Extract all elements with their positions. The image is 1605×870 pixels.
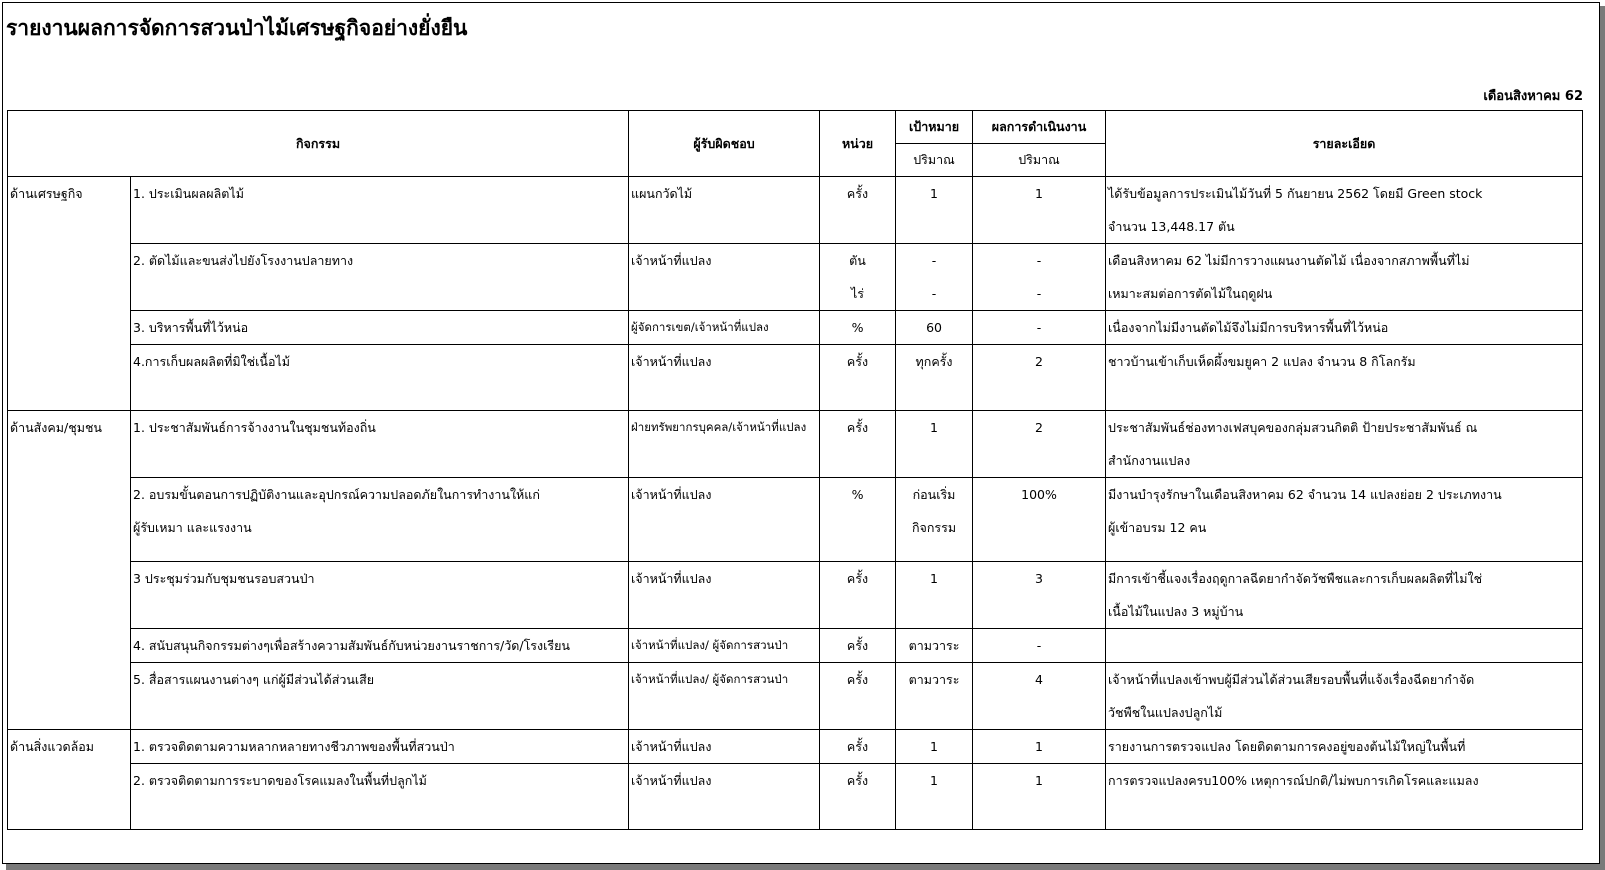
details-cell <box>1106 629 1583 663</box>
details-cell: รายงานการตรวจแปลง โดยติดตามการคงอยู่ของต้นไม้ใหญ่ในพื้นที่ <box>1106 730 1583 764</box>
details-line: เหมาะสมต่อการตัดไม้ในฤดูฝน <box>1108 286 1273 301</box>
result-cell: - <box>973 311 1106 345</box>
target-cell <box>896 244 973 311</box>
unit-cell: ครั้ง <box>820 345 896 411</box>
target-line: ก่อนเริ่ม <box>912 487 956 502</box>
target-cell <box>896 478 973 562</box>
section-economic: ด้านเศรษฐกิจ <box>8 177 131 411</box>
details-cell <box>1106 478 1583 562</box>
details-cell <box>1106 177 1583 244</box>
table-row <box>8 629 1583 663</box>
activity-line: 2. อบรมขั้นตอนการปฏิบัติงานและอุปกรณ์ความปลอดภัยในการทำงานให้แก่ <box>133 487 540 502</box>
details-cell <box>1106 244 1583 311</box>
target-cell: 1 <box>896 562 973 629</box>
target-cell: 1 <box>896 411 973 478</box>
details-line: วัชพืชในแปลงปลูกไม้ <box>1108 705 1223 720</box>
unit-cell: ครั้ง <box>820 663 896 730</box>
details-cell: เนื่องจากไม่มีงานตัดไม้จึงไม่มีการบริหารพื้นที่ไว้หน่อ <box>1106 311 1583 345</box>
table-row <box>8 562 1583 629</box>
report-month: เดือนสิงหาคม 62 <box>1483 89 1583 104</box>
unit-cell: ครั้ง <box>820 764 896 830</box>
responsible-cell: เจ้าหน้าที่แปลง <box>629 345 820 411</box>
unit-cell: ครั้ง <box>820 730 896 764</box>
activity-cell: 1. ตรวจติดตามความหลากหลายทางชีวภาพของพื้นที่สวนป่า <box>131 730 629 764</box>
header-result-qty: ปริมาณ <box>973 144 1106 177</box>
details-line: เจ้าหน้าที่แปลงเข้าพบผู้มีส่วนได้ส่วนเสียรอบพื้นที่แจ้งเรื่องฉีดยากำจัด <box>1108 672 1475 687</box>
responsible-cell: เจ้าหน้าที่แปลง <box>629 478 820 562</box>
activity-cell: 5. สื่อสารแผนงานต่างๆ แก่ผู้มีส่วนได้ส่วนเสีย <box>131 663 629 730</box>
unit-cell: ครั้ง <box>820 177 896 244</box>
report-title: รายงานผลการจัดการสวนป่าไม้เศรษฐกิจอย่างยั่งยืน <box>6 16 468 40</box>
responsible-cell: เจ้าหน้าที่แปลง <box>629 562 820 629</box>
target-cell: ทุกครั้ง <box>896 345 973 411</box>
activity-cell: 1. ประชาสัมพันธ์การจ้างงานในชุมชนท้องถิ่น <box>131 411 629 478</box>
table-row <box>8 345 1583 411</box>
unit-cell: ครั้ง <box>820 629 896 663</box>
result-cell: - <box>973 629 1106 663</box>
header-result: ผลการดำเนินงาน <box>973 111 1106 144</box>
details-line: สำนักงานแปลง <box>1108 453 1191 468</box>
section-social: ด้านสังคม/ชุมชน <box>8 411 131 730</box>
activity-cell: 1. ประเมินผลผลิตไม้ <box>131 177 629 244</box>
header-target: เป้าหมาย <box>896 111 973 144</box>
details-line: ผู้เข้าอบรม 12 คน <box>1108 520 1207 535</box>
unit-cell <box>820 244 896 311</box>
unit-line: ตัน <box>849 253 866 268</box>
activity-cell: 3. บริหารพื้นที่ไว้หน่อ <box>131 311 629 345</box>
target-cell: ตามวาระ <box>896 663 973 730</box>
details-line: เนื้อไม้ในแปลง 3 หมู่บ้าน <box>1108 604 1244 619</box>
target-line: กิจกรรม <box>911 520 957 535</box>
header-details: รายละเอียด <box>1106 111 1583 177</box>
frame-shadow-right <box>1600 6 1605 868</box>
table-row <box>8 764 1583 830</box>
details-cell: การตรวจแปลงครบ100% เหตุการณ์ปกติ/ไม่พบการเกิดโรคและแมลง <box>1106 764 1583 830</box>
target-line: - <box>931 286 937 301</box>
responsible-cell: เจ้าหน้าที่แปลง/ ผู้จัดการสวนป่า <box>629 663 820 730</box>
result-cell: 2 <box>973 411 1106 478</box>
activity-cell: 4. สนับสนุนกิจกรรมต่างๆเพื่อสร้างความสัมพันธ์กับหน่วยงานราชการ/วัด/โรงเรียน <box>131 629 629 663</box>
unit-cell: ครั้ง <box>820 411 896 478</box>
result-line: - <box>1036 253 1042 268</box>
header-target-qty: ปริมาณ <box>896 144 973 177</box>
responsible-cell: ผู้จัดการเขต/เจ้าหน้าที่แปลง <box>629 311 820 345</box>
result-cell: 1 <box>973 177 1106 244</box>
table-row <box>8 730 1583 764</box>
responsible-cell: ฝ่ายทรัพยากรบุคคล/เจ้าหน้าที่แปลง <box>629 411 820 478</box>
details-cell: ชาวบ้านเข้าเก็บเห็ดผึ้งขมยูคา 2 แปลง จำนวน 8 กิโลกรัม <box>1106 345 1583 411</box>
result-cell <box>973 244 1106 311</box>
unit-cell: ครั้ง <box>820 562 896 629</box>
responsible-cell: เจ้าหน้าที่แปลง <box>629 764 820 830</box>
header-responsible: ผู้รับผิดชอบ <box>629 111 820 177</box>
activity-cell: 4.การเก็บผลผลิตที่มิใช่เนื้อไม้ <box>131 345 629 411</box>
header-activity: กิจกรรม <box>8 111 629 177</box>
details-line: จำนวน 13,448.17 ตัน <box>1108 219 1235 234</box>
details-cell <box>1106 663 1583 730</box>
table-row <box>8 411 1583 478</box>
table-row <box>8 478 1583 562</box>
activity-cell <box>131 478 629 562</box>
section-environment: ด้านสิ่งแวดล้อม <box>8 730 131 830</box>
target-cell: ตามวาระ <box>896 629 973 663</box>
result-cell: 4 <box>973 663 1106 730</box>
details-line: ได้รับข้อมูลการประเมินไม้วันที่ 5 กันยายน 2562 โดยมี Green stock <box>1108 186 1483 201</box>
header-unit: หน่วย <box>820 111 896 177</box>
details-line: มีงานบำรุงรักษาในเดือนสิงหาคม 62 จำนวน 14 แปลงย่อย 2 ประเภทงาน <box>1108 487 1502 502</box>
activity-cell: 3 ประชุมร่วมกับชุมชนรอบสวนป่า <box>131 562 629 629</box>
target-cell: 1 <box>896 730 973 764</box>
unit-cell: % <box>820 311 896 345</box>
activity-cell: 2. ตรวจติดตามการระบาดของโรคแมลงในพื้นที่ปลูกไม้ <box>131 764 629 830</box>
result-cell: 2 <box>973 345 1106 411</box>
header-row-1 <box>8 111 1583 144</box>
details-cell <box>1106 562 1583 629</box>
table-row <box>8 663 1583 730</box>
unit-cell: % <box>820 478 896 562</box>
table-row <box>8 311 1583 345</box>
unit-line: ไร่ <box>851 286 865 301</box>
frame-shadow-bottom <box>6 864 1605 870</box>
result-cell: 1 <box>973 730 1106 764</box>
result-cell: 100% <box>973 478 1106 562</box>
table-row <box>8 244 1583 311</box>
responsible-cell: เจ้าหน้าที่แปลง/ ผู้จัดการสวนป่า <box>629 629 820 663</box>
details-cell <box>1106 411 1583 478</box>
responsible-cell: เจ้าหน้าที่แปลง <box>629 730 820 764</box>
responsible-cell: เจ้าหน้าที่แปลง <box>629 244 820 311</box>
target-line: - <box>931 253 937 268</box>
result-line: - <box>1036 286 1042 301</box>
target-cell: 60 <box>896 311 973 345</box>
target-cell: 1 <box>896 177 973 244</box>
activity-cell: 2. ตัดไม้และขนส่งไปยังโรงงานปลายทาง <box>131 244 629 311</box>
report-table <box>7 110 1583 830</box>
responsible-cell: แผนกวัดไม้ <box>629 177 820 244</box>
details-line: ประชาสัมพันธ์ช่องทางเฟสบุคของกลุ่มสวนกิตติ ป้ายประชาสัมพันธ์ ณ <box>1108 420 1478 435</box>
details-line: เดือนสิงหาคม 62 ไม่มีการวางแผนงานตัดไม้ เนื่องจากสภาพพื้นที่ไม่ <box>1108 253 1470 268</box>
table-row <box>8 177 1583 244</box>
activity-line: ผู้รับเหมา และแรงงาน <box>133 520 252 535</box>
target-cell: 1 <box>896 764 973 830</box>
result-cell: 3 <box>973 562 1106 629</box>
result-cell: 1 <box>973 764 1106 830</box>
details-line: มีการเข้าชี้แจงเรื่องฤดูกาลฉีดยากำจัดวัชพืชและการเก็บผลผลิตที่ไม่ใช่ <box>1108 571 1483 586</box>
